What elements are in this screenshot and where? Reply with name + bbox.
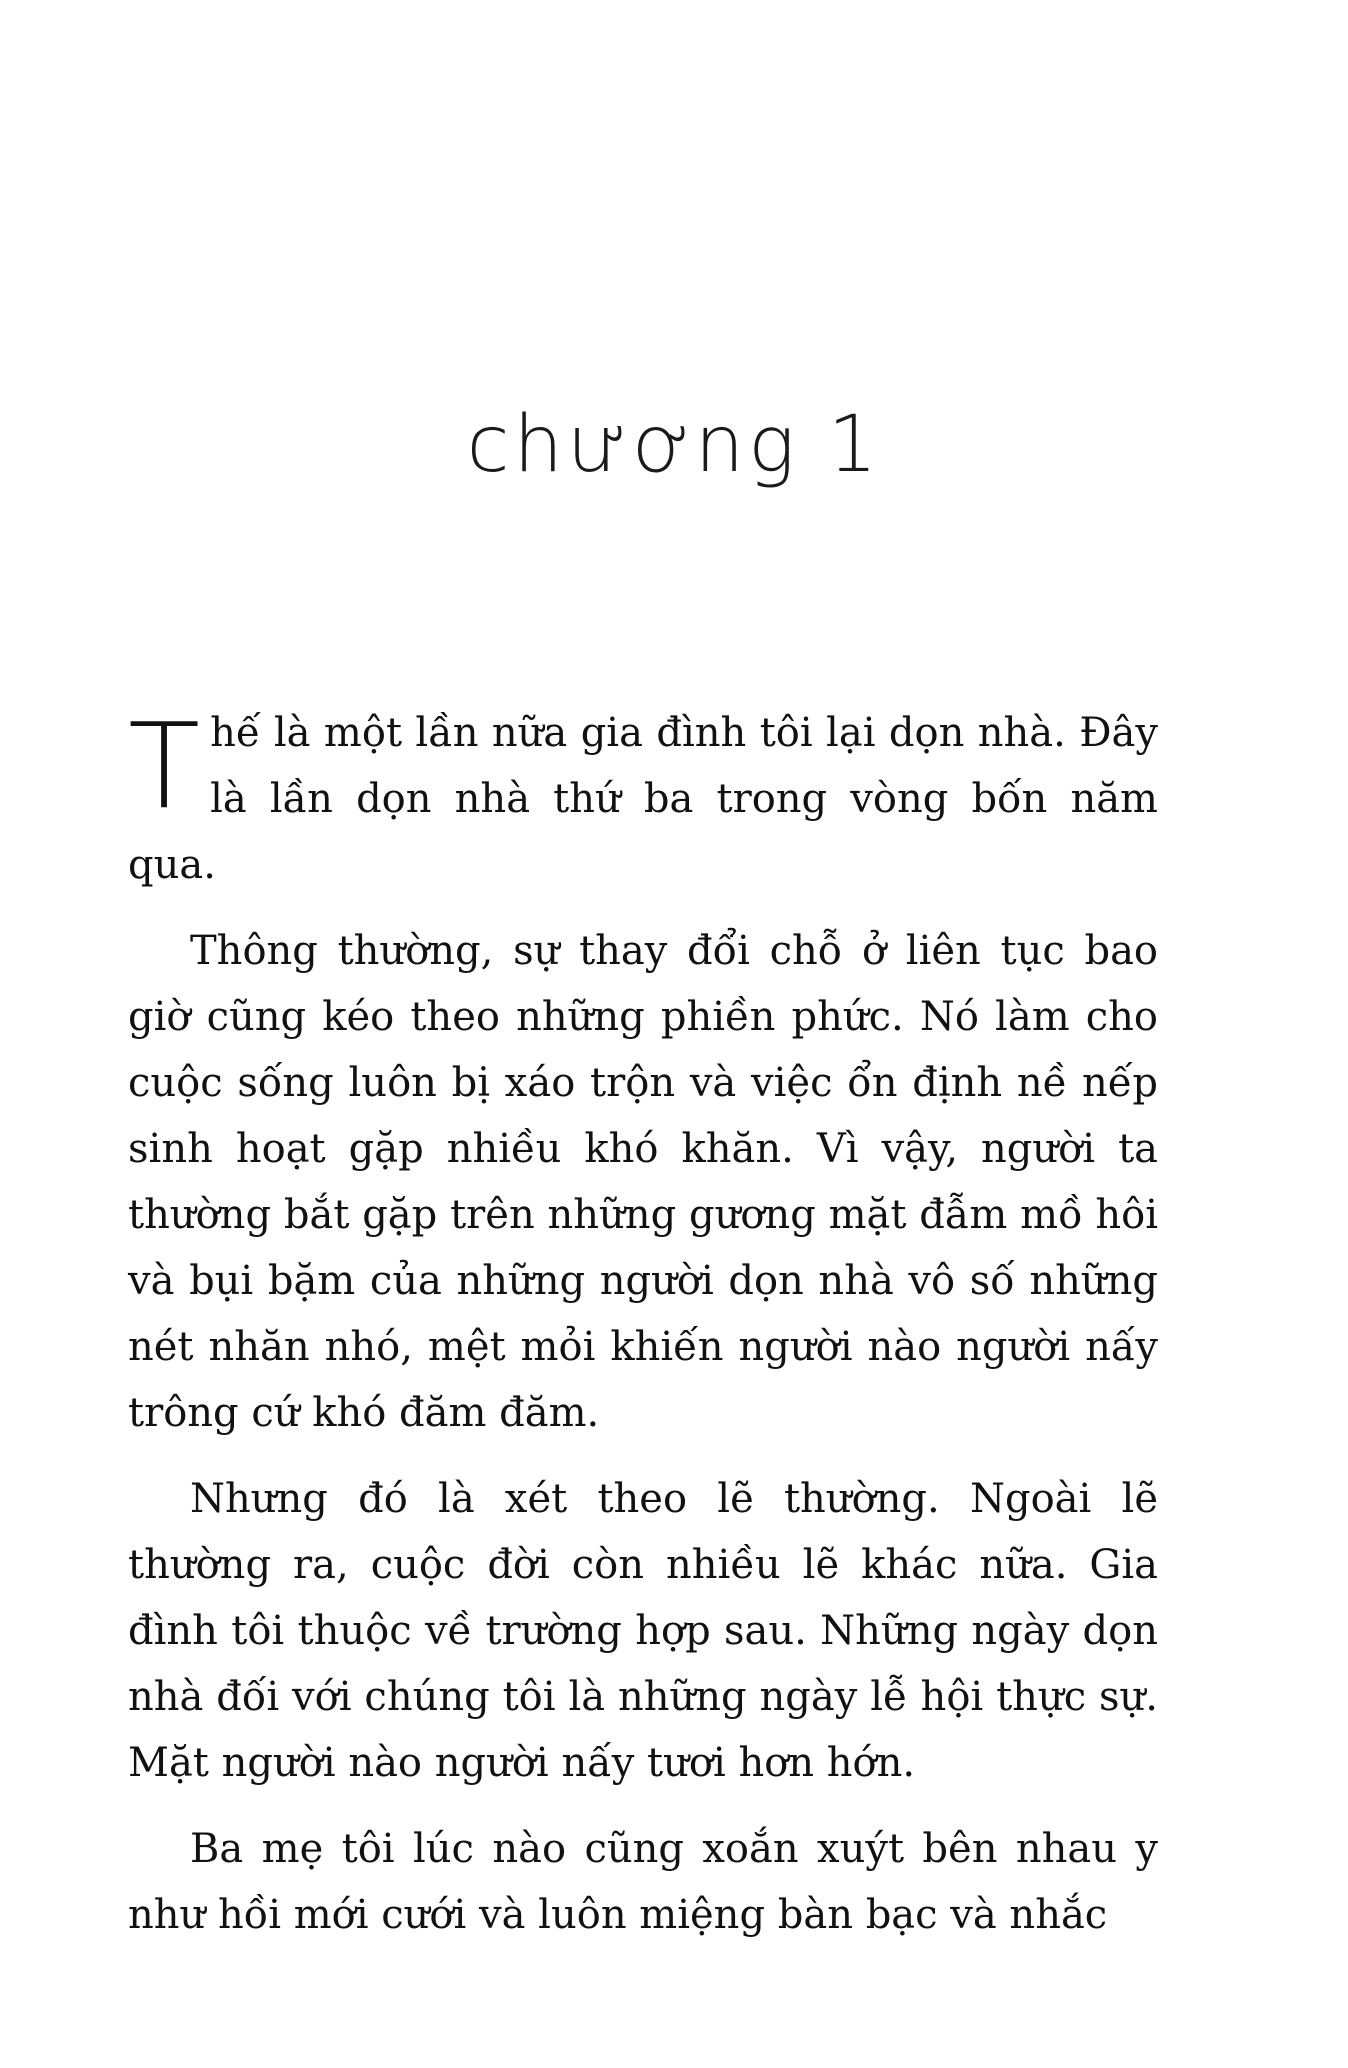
paragraph-2: Thông thường, sự thay đổi chỗ ở liên tục bao giờ cũng kéo theo những phiền phức. Nó làm cho cuộc sống luôn bị xáo trộn và việc ổn định nề nếp sinh hoạt gặp nhiều khó khăn. Vì vậy, người ta thường bắt gặp trên những gương mặt đẫm mồ hôi và bụi bặm của những người dọn nhà vô số những nét nhăn nhó, mệt mỏi khiến người nào người nấy trông cứ khó đăm đăm. <box>128 928 1158 1436</box>
chapter-title: chương 1 <box>466 400 882 490</box>
paragraph-4: Ba mẹ tôi lúc nào cũng xoắn xuýt bên nhau y như hồi mới cưới và luôn miệng bàn bạc và nhắc <box>128 1826 1158 1938</box>
drop-cap: T <box>128 697 201 835</box>
paragraph-1 <box>128 697 1158 898</box>
paragraph-1-text: hế là một lần nữa gia đình tôi lại dọn nhà. Đây là lần dọn nhà thứ ba trong vòng bốn năm qua. <box>128 710 1158 888</box>
chapter-body <box>128 697 1158 1968</box>
paragraph-3: Nhưng đó là xét theo lẽ thường. Ngoài lẽ thường ra, cuộc đời còn nhiều lẽ khác nữa. Gia đình tôi thuộc về trường hợp sau. Những ngày dọn nhà đối với chúng tôi là những ngày lễ hội thực sự. Mặt người nào người nấy tươi hơn hớn. <box>128 1476 1158 1786</box>
